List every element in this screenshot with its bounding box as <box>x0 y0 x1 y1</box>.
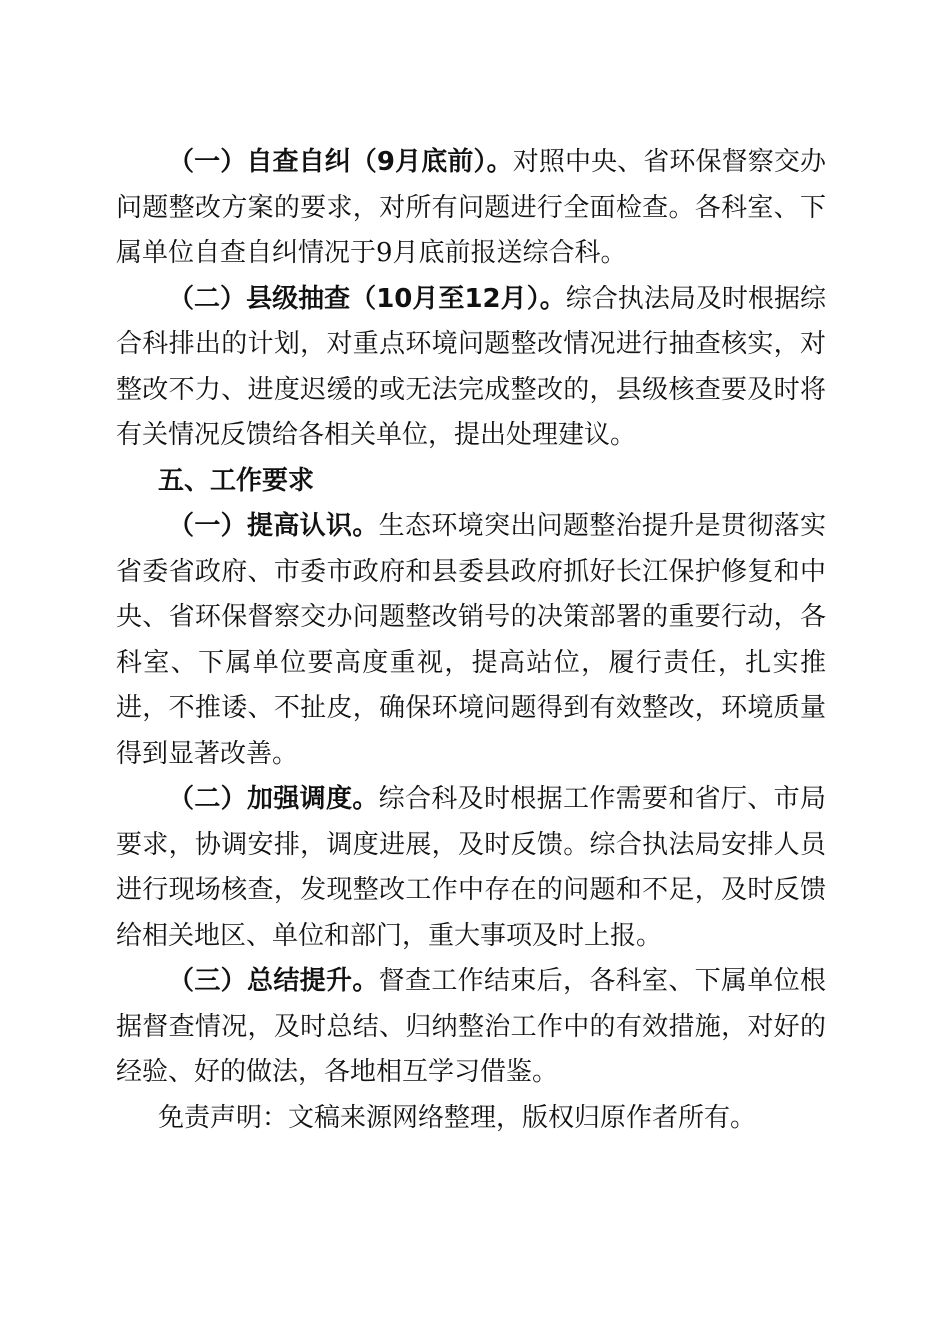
paragraph-summarize-improve <box>116 959 826 1096</box>
section-heading: 五、工作要求 <box>158 465 315 496</box>
paragraph-heading: （三）总结提升。 <box>168 966 379 996</box>
paragraph-heading: （二）加强调度。 <box>168 784 379 814</box>
paragraph-text: 对照中央、省环保督察交办问题整改方案的要求，对所有问题进行全面检查。各科室、下属单位自查自纠情况于9月底前报送综合科。 <box>116 147 826 268</box>
paragraph-raise-awareness <box>116 504 826 777</box>
disclaimer-text: 免责声明：文稿来源网络整理，版权归原作者所有。 <box>158 1102 757 1133</box>
paragraph-text: 综合执法局及时根据综合科排出的计划，对重点环境问题整改情况进行抽查核实，对整改不力、进度迟缓的或无法完成整改的，县级核查要及时将有关情况反馈给各相关单位，提出处理建议。 <box>116 283 826 450</box>
paragraph-heading: （一）自查自纠（9月底前）。 <box>168 147 513 177</box>
paragraph-self-inspection <box>116 140 826 277</box>
paragraph-strengthen-dispatch <box>116 777 826 959</box>
document-body <box>116 140 826 1141</box>
paragraph-text: 综合科及时根据工作需要和省厅、市局要求，协调安排，调度进展，及时反馈。综合执法局安排人员进行现场核查，发现整改工作中存在的问题和不足，及时反馈给相关地区、单位和部门，重大事项及时上报。 <box>116 784 826 951</box>
paragraph-heading: （二）县级抽查（10月至12月）。 <box>168 283 566 314</box>
paragraph-text: 生态环境突出问题整治提升是贯彻落实省委省政府、市委市政府和县委县政府抓好长江保护修复和中央、省环保督察交办问题整改销号的决策部署的重要行动，各科室、下属单位要高度重视，提高站位，履行责任，扎实推进，不推诿、不扯皮，确保环境问题得到有效整改，环境质量得到显著改善。 <box>116 511 826 769</box>
paragraph-text: 督查工作结束后，各科室、下属单位根据督查情况，及时总结、归纳整治工作中的有效措施，对好的经验、好的做法，各地相互学习借鉴。 <box>116 966 826 1087</box>
paragraph-heading: （一）提高认识。 <box>168 511 379 541</box>
paragraph-county-spot-check <box>116 277 826 459</box>
